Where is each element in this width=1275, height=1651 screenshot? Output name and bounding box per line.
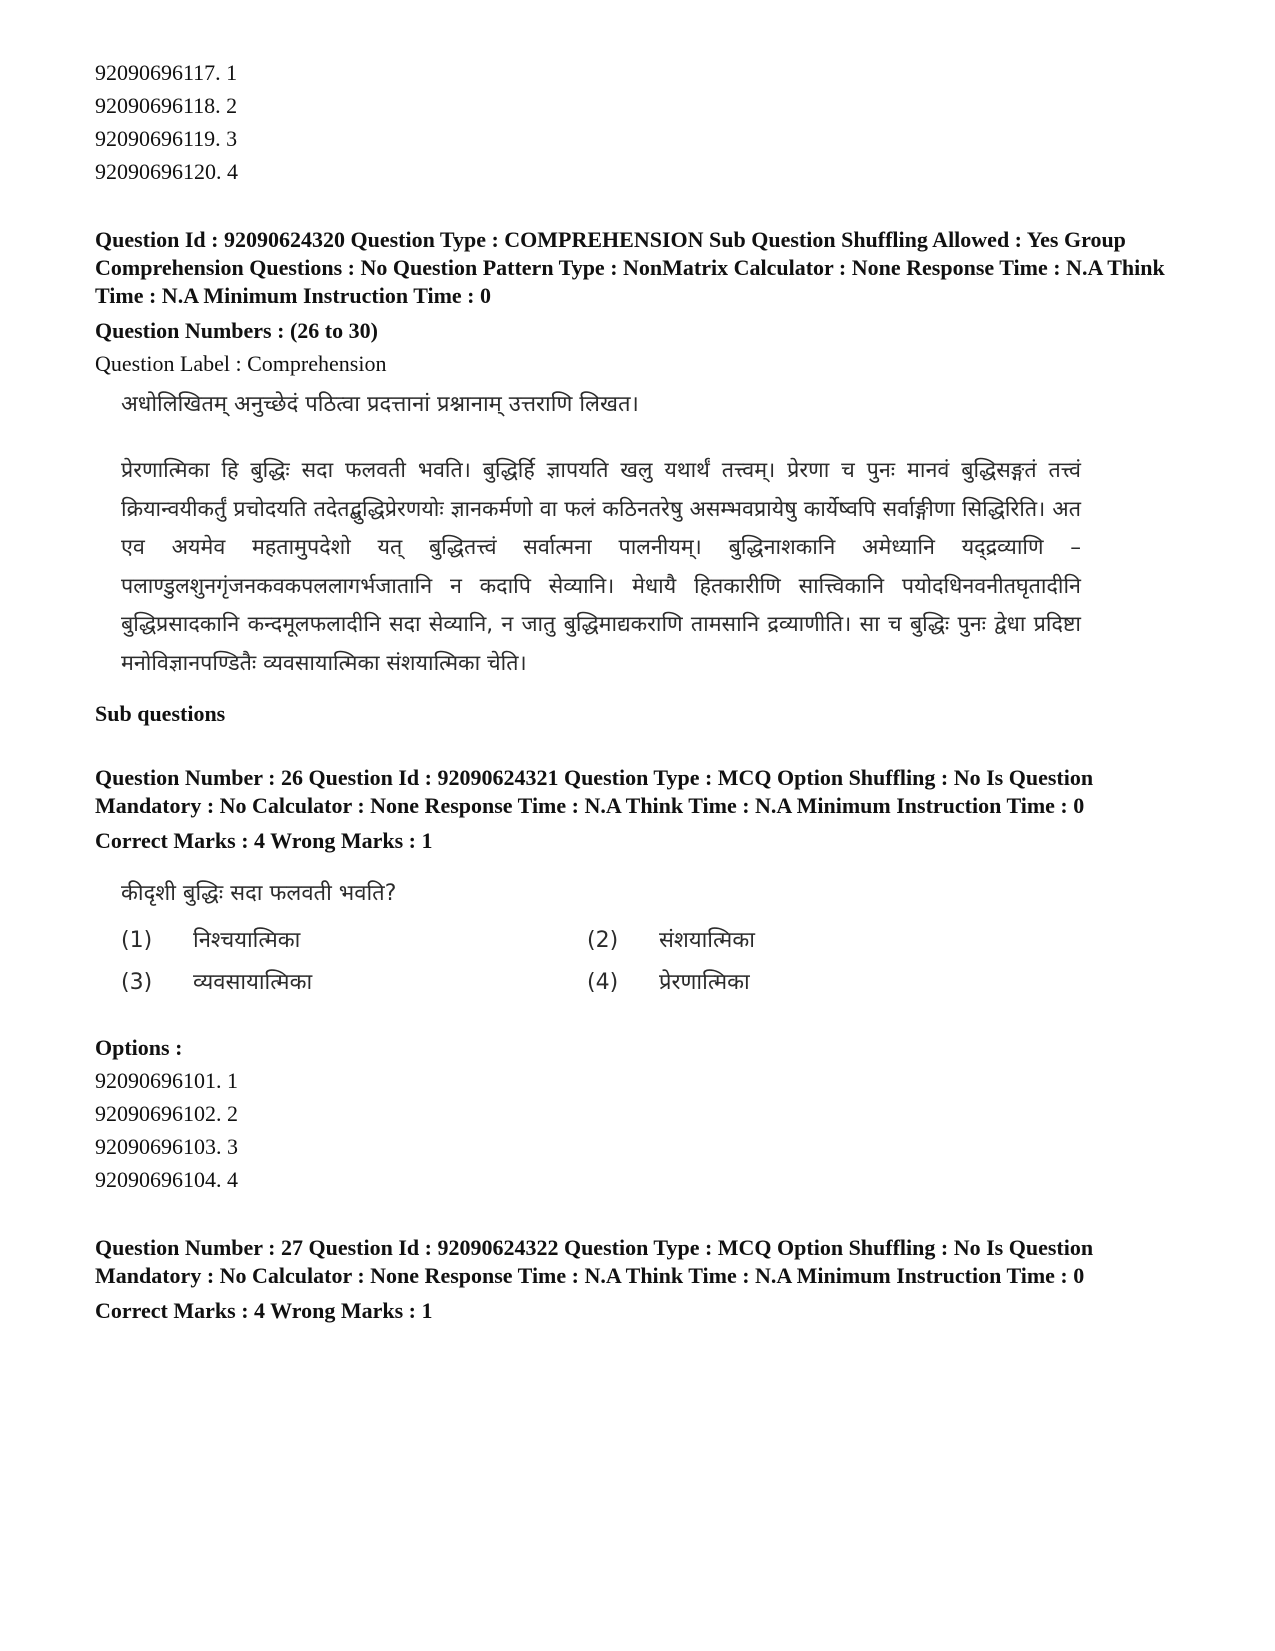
question-marks: Correct Marks : 4 Wrong Marks : 1 xyxy=(95,828,433,853)
option-id: 92090696119. 3 xyxy=(95,126,238,151)
option-id: 92090696117. 1 xyxy=(95,60,238,85)
option-id: 92090696103. 3 xyxy=(95,1134,238,1159)
question-26 xyxy=(95,764,1185,1196)
comprehension-passage-image xyxy=(95,390,1185,683)
comprehension-meta: Question Id : 92090624320 Question Type : COMPREHENSION Sub Question Shuffling Allowed : Yes Group Comprehension Questions : No Question Pattern Type : NonMatrix Calculator : None Response Time : N.A Think Time : N.A Minimum Instruction Time : 0 xyxy=(95,227,1165,308)
choice-text: निश्चयात्मिका xyxy=(193,928,301,953)
question-27 xyxy=(95,1234,1185,1327)
choice-item xyxy=(587,969,887,997)
choice-number: (3) xyxy=(121,970,153,995)
option-id: 92090696102. 2 xyxy=(95,1101,238,1126)
options-heading: Options : xyxy=(95,1035,183,1060)
previous-options-list xyxy=(95,56,1185,188)
option-id: 92090696120. 4 xyxy=(95,159,238,184)
question-label: Question Label : Comprehension xyxy=(95,351,387,376)
choice-number: (4) xyxy=(587,970,619,995)
option-id: 92090696118. 2 xyxy=(95,93,238,118)
choice-text: प्रेरणात्मिका xyxy=(659,970,750,995)
option-id: 92090696101. 1 xyxy=(95,1068,238,1093)
sub-questions-heading: Sub questions xyxy=(95,701,226,726)
choice-number: (2) xyxy=(587,928,619,953)
choice-number: (1) xyxy=(121,928,153,953)
question-image xyxy=(95,879,1185,997)
question-text: कीदृशी बुद्धिः सदा फलवती भवति? xyxy=(121,881,397,906)
choice-grid xyxy=(121,927,1185,997)
question-marks: Correct Marks : 4 Wrong Marks : 1 xyxy=(95,1298,433,1323)
choice-text: व्यवसायात्मिका xyxy=(193,970,313,995)
choice-item xyxy=(587,927,887,955)
choice-item xyxy=(121,927,587,955)
passage-instruction: अधोलिखितम् अनुच्छेदं पठित्वा प्रदत्तानां प्रश्नानाम् उत्तराणि लिखत। xyxy=(121,392,639,417)
question-meta: Question Number : 26 Question Id : 92090624321 Question Type : MCQ Option Shuffling : No Is Question Mandatory : No Calculator : None Response Time : N.A Think Time : N.A Minimum Instruction Time : 0 xyxy=(95,765,1094,818)
question-numbers: Question Numbers : (26 to 30) xyxy=(95,318,378,343)
option-id: 92090696104. 4 xyxy=(95,1167,238,1192)
passage-text: प्रेरणात्मिका हि बुद्धिः सदा फलवती भवति। बुद्धिर्हि ज्ञापयति खलु यथार्थं तत्त्वम्। प्रेरणा च पुनः मानवं बुद्धिसङ्गतं तत्त्वं क्रियान्वयीकर्तुं प्रचोदयति तदेतद्बुद्धिप्रेरणयोः ज्ञानकर्मणो वा फलं कठिनतरेषु असम्भवप्रायेषु कार्येष्वपि सर्वाङ्गीणा सिद्धिरिति। अत एव अयमेव महतामुपदेशो यत् बुद्धितत्त्वं सर्वात्मना पालनीयम्। बुद्धिनाशकानि अमेध्यानि यद्द्रव्याणि – पलाण्डुलशुनगृंजनकवकपललागर्भजातानि न कदापि सेव्यानि। मेधायै हितकारीणि सात्त्विकानि पयोदधिनवनीतघृतादीनि बुद्धिप्रसादकानि कन्दमूलफलादीनि सदा सेव्यानि, न जातु बुद्धिमाद्यकराणि तामसानि द्रव्याणीति। सा च बुद्धिः पुनः द्वेधा प्रदिष्टा मनोविज्ञानपण्डितैः व्यवसायात्मिका संशयात्मिका चेति। xyxy=(121,458,1081,676)
question-meta: Question Number : 27 Question Id : 92090624322 Question Type : MCQ Option Shuffling : No Is Question Mandatory : No Calculator : None Response Time : N.A Think Time : N.A Minimum Instruction Time : 0 xyxy=(95,1235,1094,1288)
choice-text: संशयात्मिका xyxy=(659,928,755,953)
choice-item xyxy=(121,969,587,997)
document-page xyxy=(95,56,1185,1327)
